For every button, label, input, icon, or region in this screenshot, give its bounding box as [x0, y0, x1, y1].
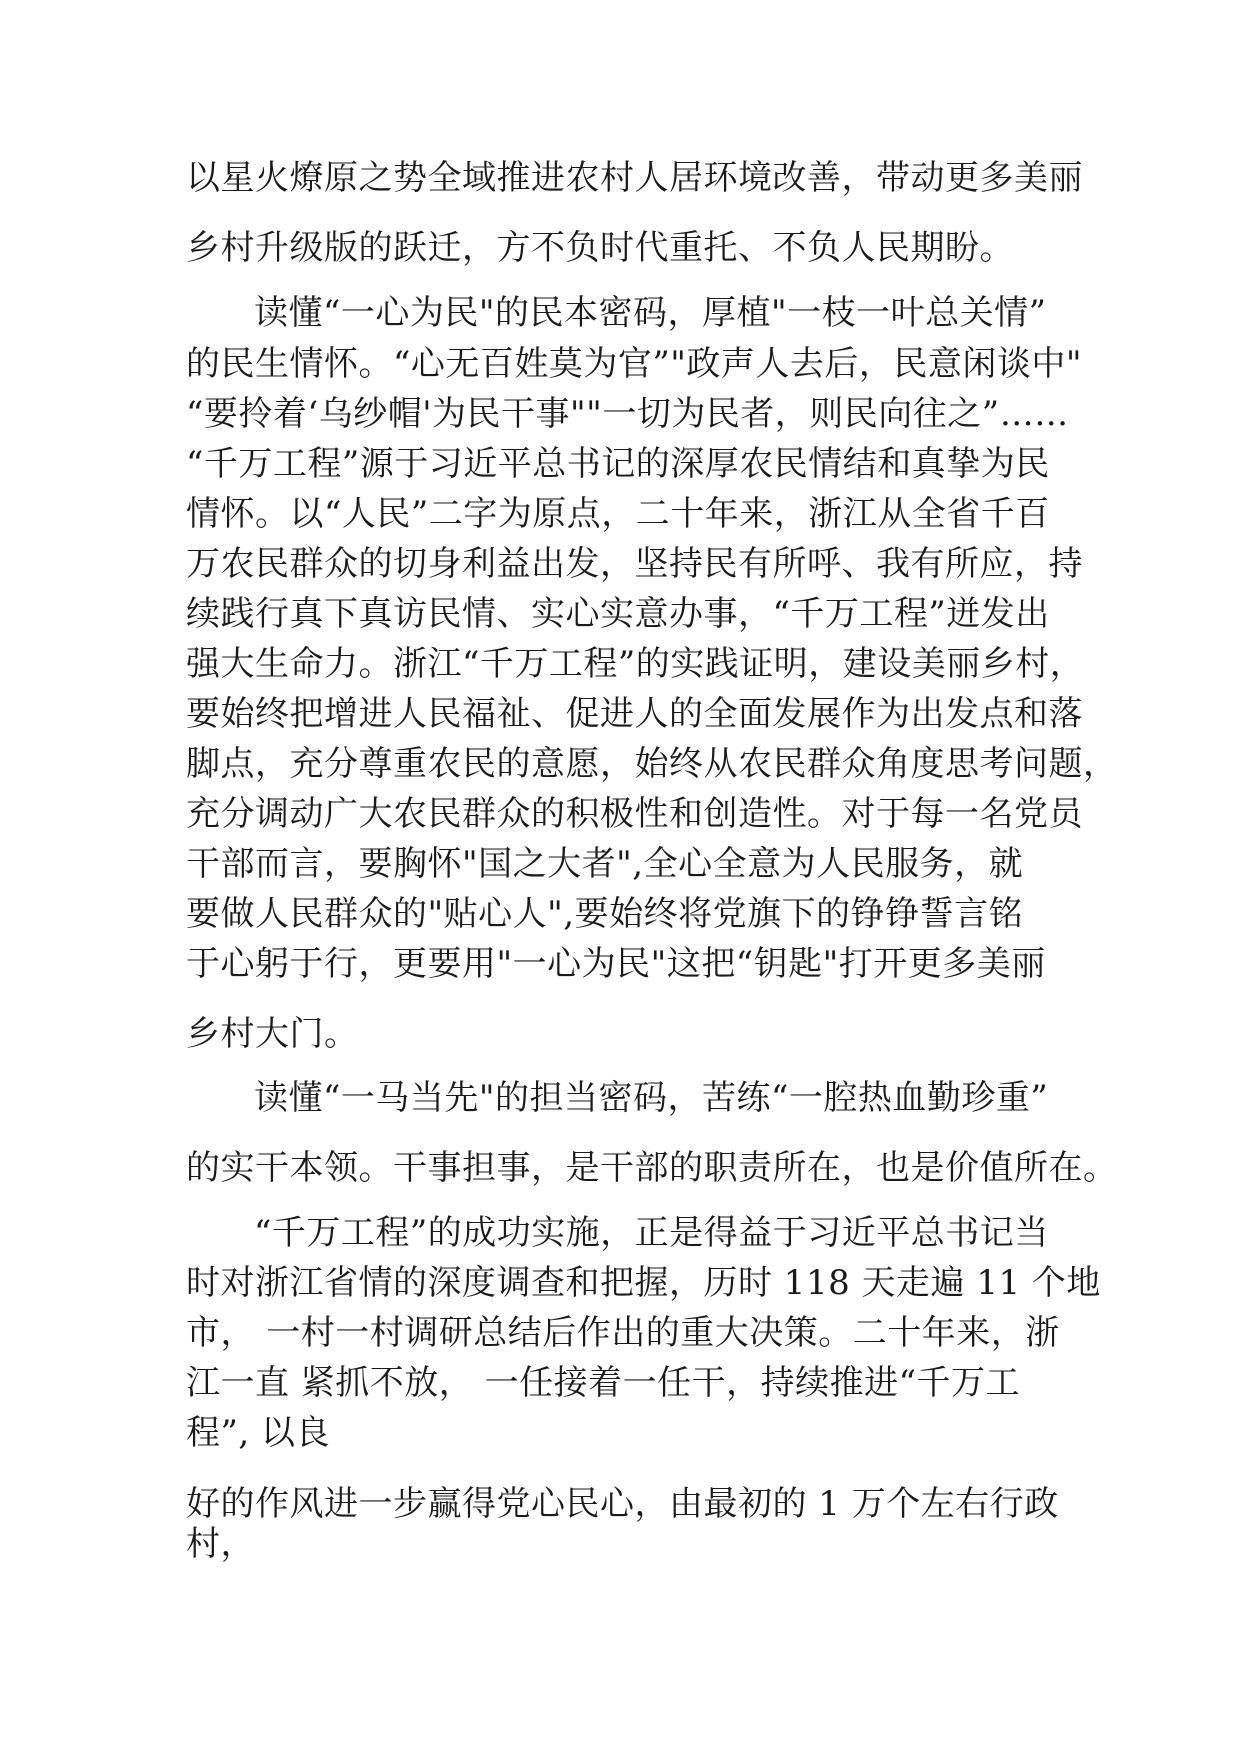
text-line: 的实干本领。干事担事，是干部的职责所在，也是价值所在。: [186, 1148, 1118, 1188]
text-line: 要始终把增进人民福祉、促进人的全面发展作为出发点和落: [186, 694, 1083, 734]
paragraph-start-line: “千万工程”的成功实施，正是得益于习近平总书记当: [254, 1213, 1049, 1253]
paragraph-start-line: 读懂“一心为民"的民本密码，厚植"一枝一叶总关情”: [254, 293, 1047, 333]
text-line: 续践行真下真访民情、实心实意办事，“千万工程”迸发出: [186, 594, 1050, 634]
text-line: “千万工程”源于习近平总书记的深厚农民情结和真挚为民: [186, 444, 1050, 484]
text-line: “要拎着‘乌纱帽'为民干事""一切为民者，则民向往之”……: [186, 394, 1069, 434]
text-line: 乡村升级版的跃迁，方不负时代重托、不负人民期盼。: [186, 228, 1014, 268]
text-line: 脚点，充分尊重农民的意愿，始终从农民群众角度思考问题，: [186, 744, 1118, 784]
text-line: 以星火燎原之势全域推进农村人居环境改善，带动更多美丽: [186, 158, 1083, 198]
text-line: 万农民群众的切身利益出发，坚持民有所呼、我有所应，持: [186, 544, 1083, 584]
text-line: 好的作风进一步赢得党心民心，由最初的 1 万个左右行政: [186, 1484, 1059, 1524]
text-line: 充分调动广大农民群众的积极性和创造性。对于每一名党员: [186, 794, 1083, 834]
text-line: 要做人民群众的"贴心人",要始终将党旗下的铮铮誓言铭: [186, 894, 1024, 934]
text-line: 程”, 以良: [186, 1413, 330, 1453]
text-line: 于心躬于行，更要用"一心为民"这把“钥匙"打开更多美丽: [186, 944, 1046, 984]
paragraph-start-line: 读懂“一马当先"的担当密码，苦练“一腔热血勤珍重”: [254, 1078, 1049, 1118]
text-line: 干部而言，要胸怀"国之大者",全心全意为人民服务，就: [186, 844, 1024, 884]
text-line: 时对浙江省情的深度调查和把握，历时 118 天走遍 11 个地: [186, 1263, 1101, 1303]
text-line: 乡村大门。: [186, 1014, 359, 1054]
text-line: 情怀。以“人民”二字为原点，二十年来，浙江从全省千百: [186, 494, 1050, 534]
text-line: 的民生情怀。“心无百姓莫为官”"政声人去后，民意闲谈中": [186, 344, 1083, 384]
text-line: 江一直 紧抓不放， 一任接着一任干，持续推进“千万工: [186, 1363, 1020, 1403]
text-line: 市， 一村一村调研总结后作出的重大决策。二十年来，浙: [186, 1313, 1060, 1353]
text-line: 强大生命力。浙江“千万工程”的实践证明，建设美丽乡村，: [186, 644, 1085, 684]
text-line: 村，: [186, 1524, 255, 1564]
